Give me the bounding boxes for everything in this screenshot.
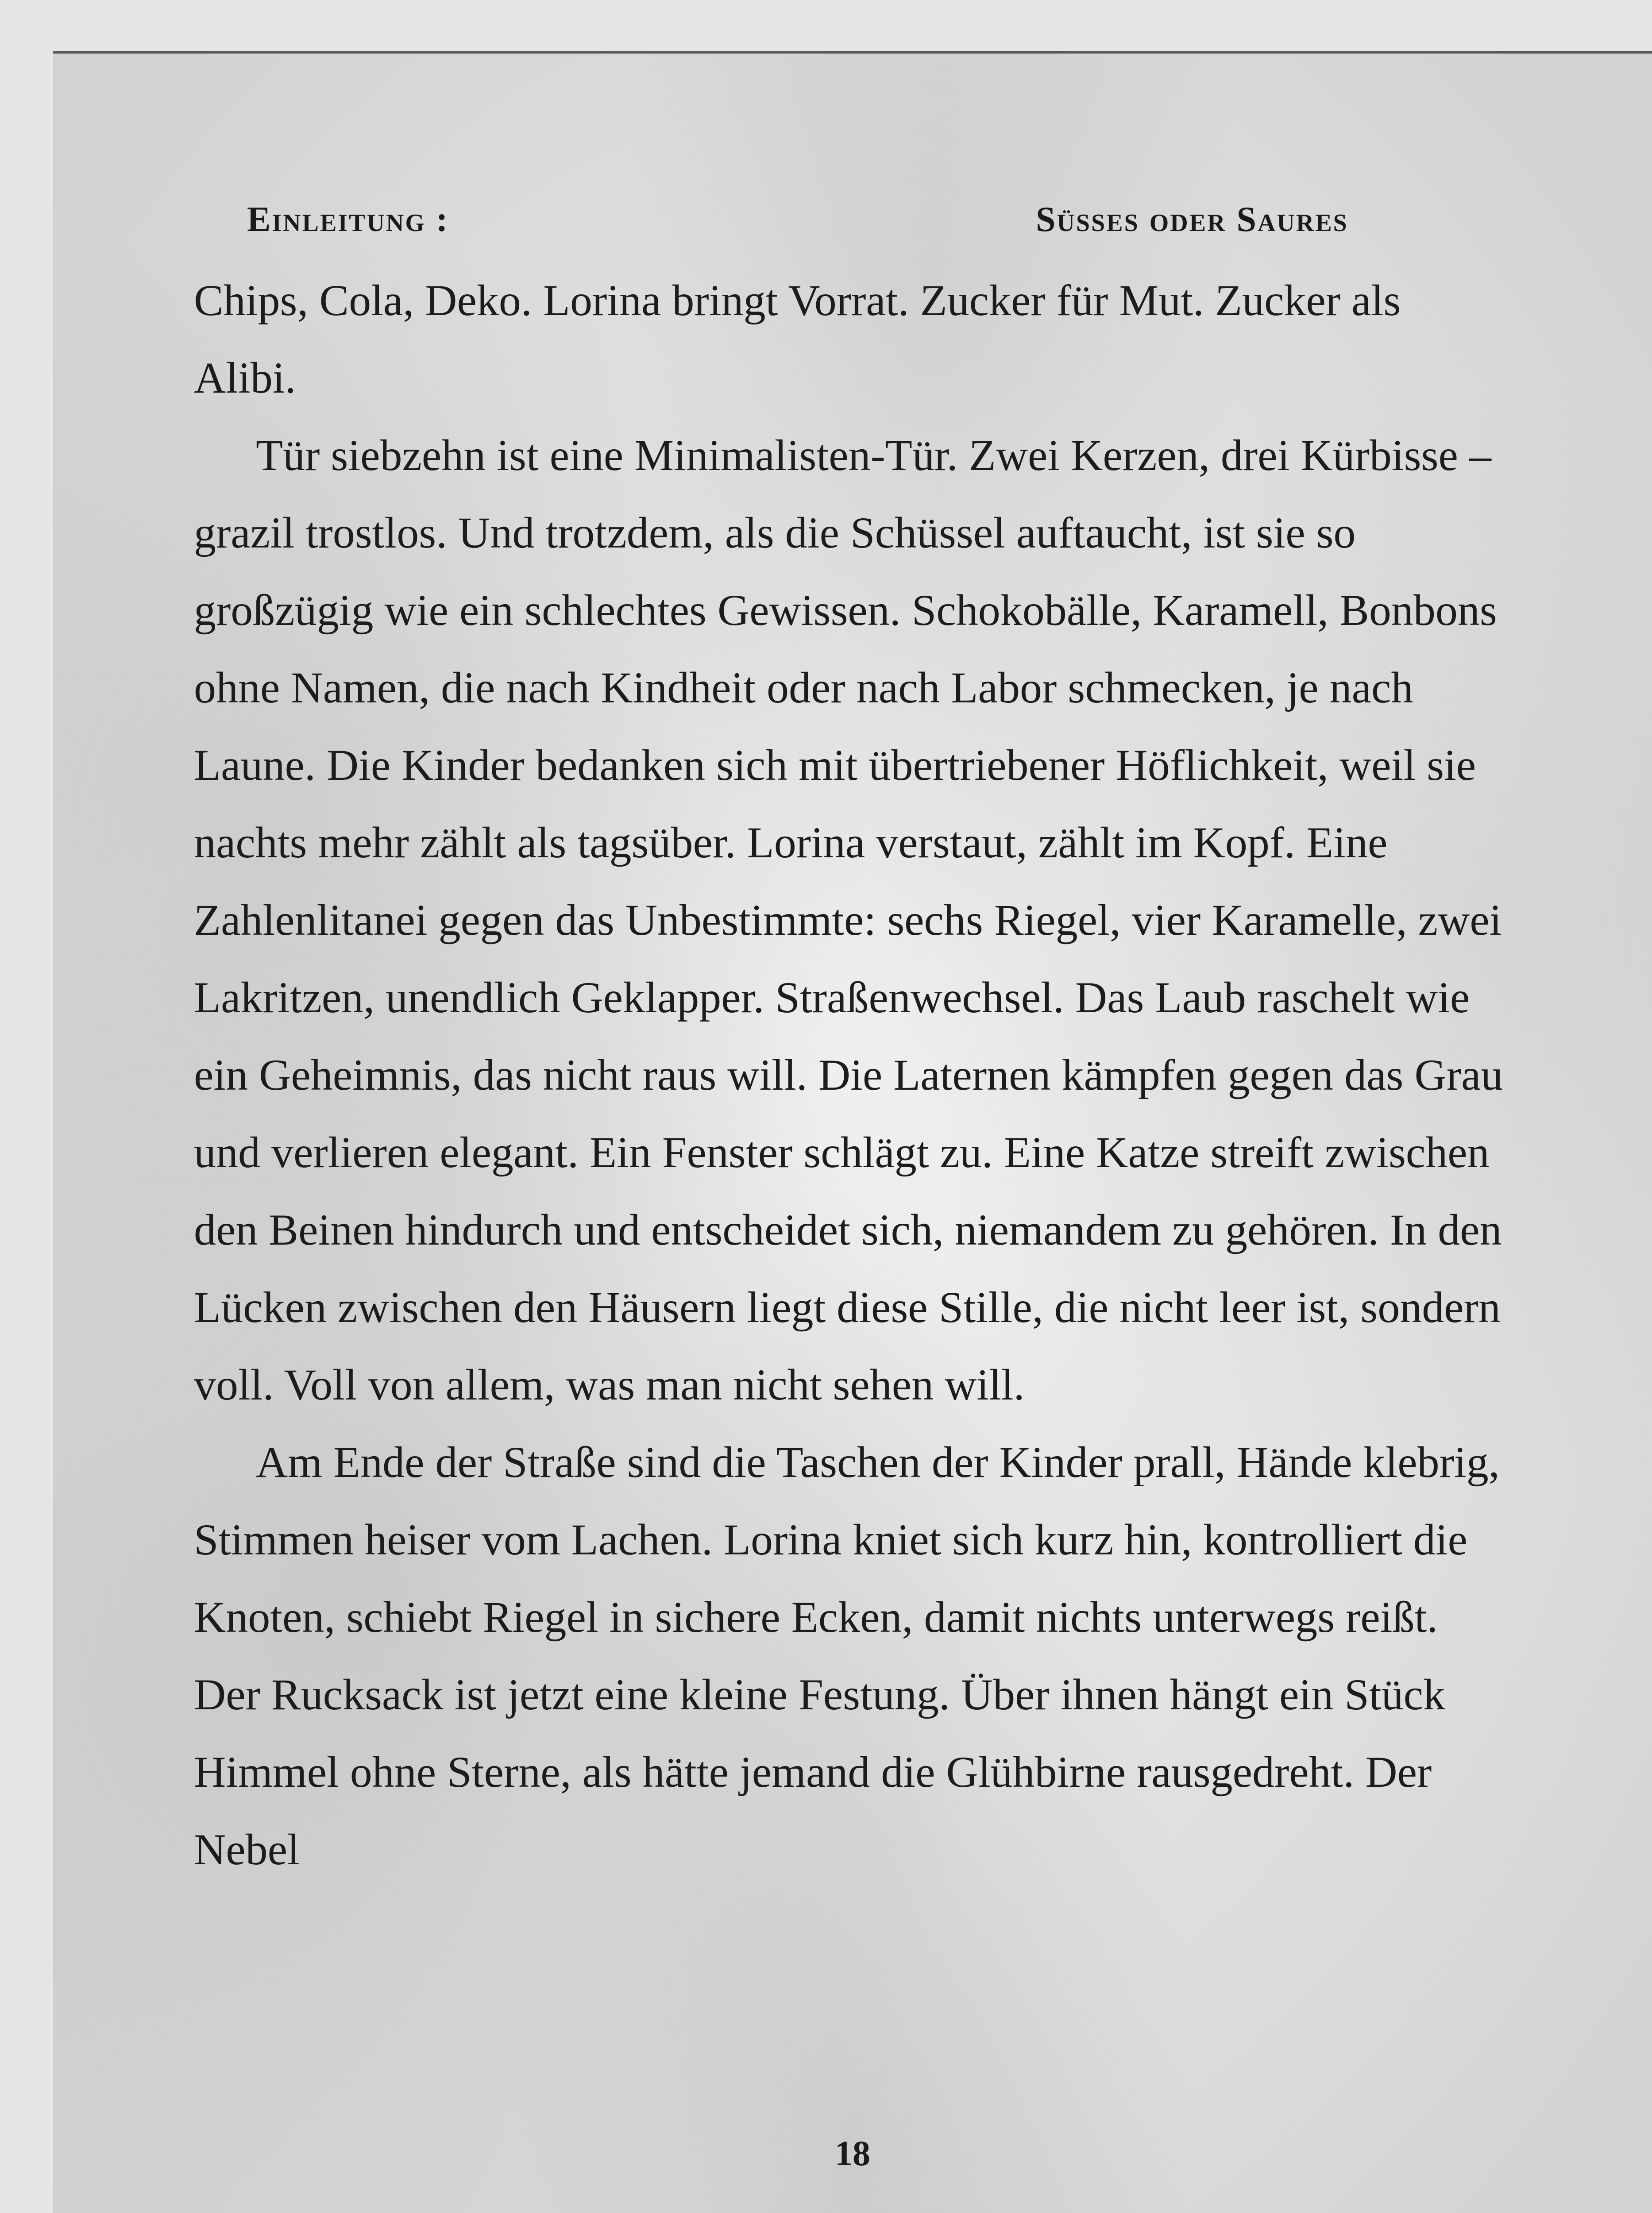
book-title: Süsses oder Saures — [1036, 200, 1348, 239]
running-header — [53, 186, 1652, 248]
body-text — [194, 262, 1504, 1888]
chapter-label: Einleitung : — [247, 200, 449, 239]
paragraph: Tür siebzehn ist eine Minimalisten-Tür. Zwei Kerzen, drei Kürbisse – grazil trostlos. Und trotzdem, als die Schüssel auftaucht, ist sie so großzügig wie ein schlechtes Gewissen. Schokobälle, Karamell, Bonbons ohne Namen, die nach Kindheit oder nach Labor schmecken, je nach Laune. Die Kinder bedanken sich mit übertriebener Höflichkeit, weil sie nachts mehr zählt als tagsüber. Lorina verstaut, zählt im Kopf. Eine Zahlenlitanei gegen das Unbestimmte: sechs Riegel, vier Karamelle, zwei Lakritzen, unendlich Geklapper. Straßenwechsel. Das Laub raschelt wie ein Geheimnis, das nicht raus will. Die Laternen kämpfen gegen das Grau und verlieren elegant. Ein Fenster schlägt zu. Eine Katze streift zwischen den Beinen hindurch und entscheidet sich, niemandem zu gehören. In den Lücken zwischen den Häusern liegt diese Stille, die nicht leer ist, sondern voll. Voll von allem, was man nicht sehen will. — [194, 431, 1503, 1409]
paragraph: Chips, Cola, Deko. Lorina bringt Vorrat. Zucker für Mut. Zucker als Alibi. — [194, 276, 1401, 402]
book-page — [53, 51, 1652, 2213]
page-number: 18 — [835, 2134, 870, 2173]
paragraph: Am Ende der Straße sind die Taschen der Kinder prall, Hände klebrig, Stimmen heiser vom Lachen. Lorina kniet sich kurz hin, kontrolliert die Knoten, schiebt Riegel in sichere Ecken, damit nichts unterwegs reißt. Der Rucksack ist jetzt eine kleine Festung. Über ihnen hängt ein Stück Himmel ohne Sterne, als hätte jemand die Glühbirne rausgedreht. Der Nebel — [194, 1438, 1500, 1874]
